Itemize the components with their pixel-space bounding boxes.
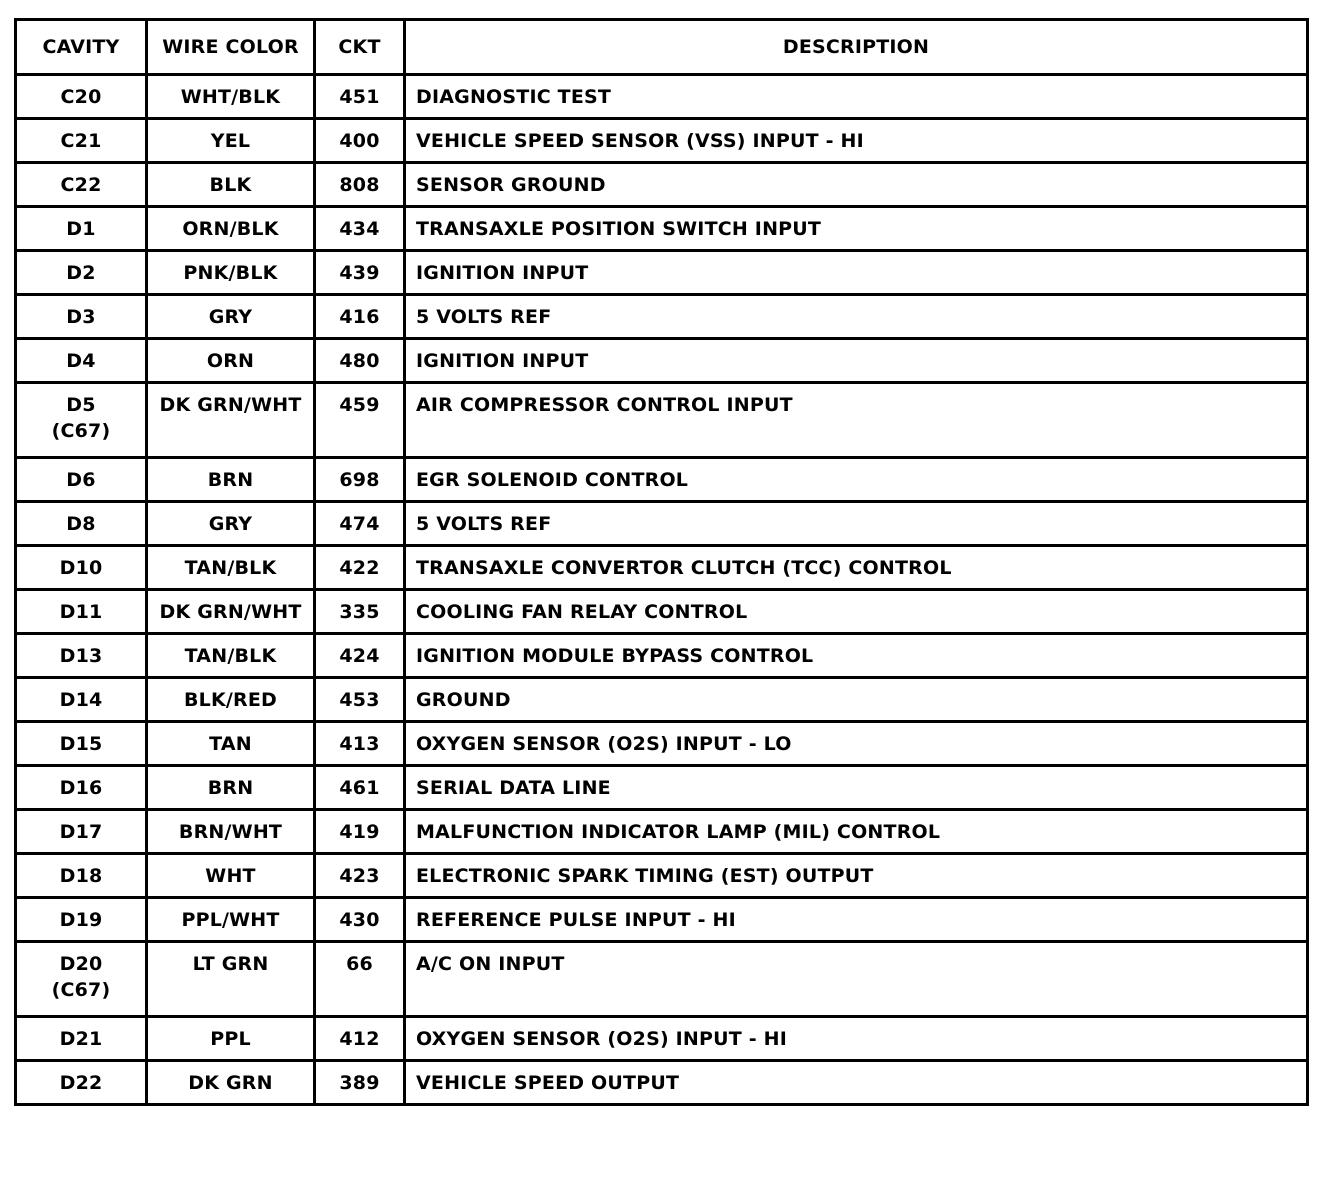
table-row [16,678,1308,722]
cell-wire-color: TAN [147,722,315,766]
cavity-id: D1 [66,217,96,240]
cell-cavity [16,1017,147,1061]
cell-wire-color: PPL [147,1017,315,1061]
table-row [16,942,1308,1017]
cavity-id: D6 [66,468,96,491]
cavity-id: D18 [59,864,103,887]
cell-cavity [16,810,147,854]
cell-ckt: 412 [315,1017,405,1061]
cell-ckt: 808 [315,163,405,207]
table-row [16,590,1308,634]
cell-cavity [16,1061,147,1105]
cell-ckt: 459 [315,383,405,458]
cavity-id: D13 [59,644,103,667]
cell-description: DIAGNOSTIC TEST [405,75,1308,119]
cell-description: TRANSAXLE CONVERTOR CLUTCH (TCC) CONTROL [405,546,1308,590]
cell-ckt: 335 [315,590,405,634]
cell-wire-color: WHT/BLK [147,75,315,119]
cell-description: OXYGEN SENSOR (O2S) INPUT - LO [405,722,1308,766]
cell-description: OXYGEN SENSOR (O2S) INPUT - HI [405,1017,1308,1061]
table-row [16,502,1308,546]
header-wire-color: WIRE COLOR [147,20,315,75]
cell-wire-color: ORN [147,339,315,383]
cavity-id: D14 [59,688,103,711]
cell-wire-color: TAN/BLK [147,546,315,590]
header-cavity: CAVITY [16,20,147,75]
cell-cavity [16,590,147,634]
cell-ckt: 698 [315,458,405,502]
cavity-id: D21 [59,1027,103,1050]
table-row [16,1061,1308,1105]
table-row [16,1017,1308,1061]
cavity-id: D20 [59,953,103,975]
table-row [16,383,1308,458]
cell-wire-color: YEL [147,119,315,163]
header-ckt: CKT [315,20,405,75]
table-row [16,207,1308,251]
cavity-id: D17 [59,820,103,843]
cell-ckt: 461 [315,766,405,810]
cell-ckt: 451 [315,75,405,119]
cell-description: IGNITION INPUT [405,339,1308,383]
cell-cavity [16,634,147,678]
table-row [16,119,1308,163]
cell-cavity [16,295,147,339]
cell-wire-color: DK GRN [147,1061,315,1105]
cavity-note: (C67) [51,420,111,442]
cavity-id: D3 [66,305,96,328]
cell-wire-color: GRY [147,295,315,339]
cavity-id: C22 [60,173,102,196]
cell-wire-color: ORN/BLK [147,207,315,251]
cell-cavity [16,119,147,163]
cell-ckt: 419 [315,810,405,854]
cell-cavity [16,75,147,119]
cell-cavity [16,898,147,942]
cell-cavity [16,339,147,383]
table-row [16,339,1308,383]
cell-description: SERIAL DATA LINE [405,766,1308,810]
cell-wire-color: DK GRN/WHT [147,383,315,458]
cell-cavity [16,942,147,1017]
cell-description: ELECTRONIC SPARK TIMING (EST) OUTPUT [405,854,1308,898]
cell-description: 5 VOLTS REF [405,502,1308,546]
table-row [16,163,1308,207]
cell-ckt: 389 [315,1061,405,1105]
cell-description: A/C ON INPUT [405,942,1308,1017]
table-row [16,810,1308,854]
cell-cavity [16,458,147,502]
cell-cavity [16,766,147,810]
cell-ckt: 423 [315,854,405,898]
cell-description: GROUND [405,678,1308,722]
cell-description: IGNITION MODULE BYPASS CONTROL [405,634,1308,678]
table-row [16,546,1308,590]
cell-description: COOLING FAN RELAY CONTROL [405,590,1308,634]
cell-ckt: 400 [315,119,405,163]
cell-description: REFERENCE PULSE INPUT - HI [405,898,1308,942]
cell-ckt: 430 [315,898,405,942]
table-row [16,458,1308,502]
cavity-id: D19 [59,908,103,931]
cell-wire-color: PPL/WHT [147,898,315,942]
cavity-id: D4 [66,349,96,372]
cell-ckt: 439 [315,251,405,295]
cell-ckt: 434 [315,207,405,251]
cell-cavity [16,251,147,295]
cell-wire-color: BLK/RED [147,678,315,722]
cell-cavity [16,854,147,898]
cell-ckt: 480 [315,339,405,383]
cell-wire-color: BRN [147,458,315,502]
table-row [16,75,1308,119]
cell-cavity [16,502,147,546]
cell-ckt: 422 [315,546,405,590]
cell-ckt: 474 [315,502,405,546]
cell-description: MALFUNCTION INDICATOR LAMP (MIL) CONTROL [405,810,1308,854]
cavity-id: D16 [59,776,103,799]
cell-wire-color: GRY [147,502,315,546]
header-row [16,20,1308,75]
table-row [16,854,1308,898]
cell-ckt: 424 [315,634,405,678]
cell-cavity [16,546,147,590]
cell-description: EGR SOLENOID CONTROL [405,458,1308,502]
cell-description: TRANSAXLE POSITION SWITCH INPUT [405,207,1308,251]
cavity-id: D22 [59,1071,103,1094]
table-row [16,295,1308,339]
cavity-id: D10 [59,556,103,579]
cell-description: AIR COMPRESSOR CONTROL INPUT [405,383,1308,458]
cavity-id: D2 [66,261,96,284]
cell-ckt: 413 [315,722,405,766]
cell-cavity [16,207,147,251]
table-row [16,251,1308,295]
wiring-table [14,18,1309,1106]
cell-wire-color: TAN/BLK [147,634,315,678]
header-description: DESCRIPTION [405,20,1308,75]
cell-description: IGNITION INPUT [405,251,1308,295]
cell-wire-color: BLK [147,163,315,207]
cell-cavity [16,163,147,207]
cell-wire-color: DK GRN/WHT [147,590,315,634]
cell-ckt: 66 [315,942,405,1017]
cell-wire-color: WHT [147,854,315,898]
table-row [16,722,1308,766]
cell-wire-color: BRN/WHT [147,810,315,854]
table-row [16,634,1308,678]
cell-wire-color: PNK/BLK [147,251,315,295]
cavity-id: C21 [60,129,102,152]
cell-wire-color: BRN [147,766,315,810]
table-row [16,898,1308,942]
cell-description: 5 VOLTS REF [405,295,1308,339]
cavity-id: D15 [59,732,103,755]
cell-wire-color: LT GRN [147,942,315,1017]
cavity-id: D8 [66,512,96,535]
cell-cavity [16,383,147,458]
cell-description: VEHICLE SPEED SENSOR (VSS) INPUT - HI [405,119,1308,163]
cavity-id: C20 [60,85,102,108]
cell-cavity [16,678,147,722]
cell-ckt: 453 [315,678,405,722]
cell-ckt: 416 [315,295,405,339]
table-header [16,20,1308,75]
cell-cavity [16,722,147,766]
cavity-id: D5 [66,394,96,416]
cell-description: SENSOR GROUND [405,163,1308,207]
table-body [16,75,1308,1105]
cavity-id: D11 [59,600,103,623]
cavity-note: (C67) [51,979,111,1001]
table-row [16,766,1308,810]
cell-description: VEHICLE SPEED OUTPUT [405,1061,1308,1105]
